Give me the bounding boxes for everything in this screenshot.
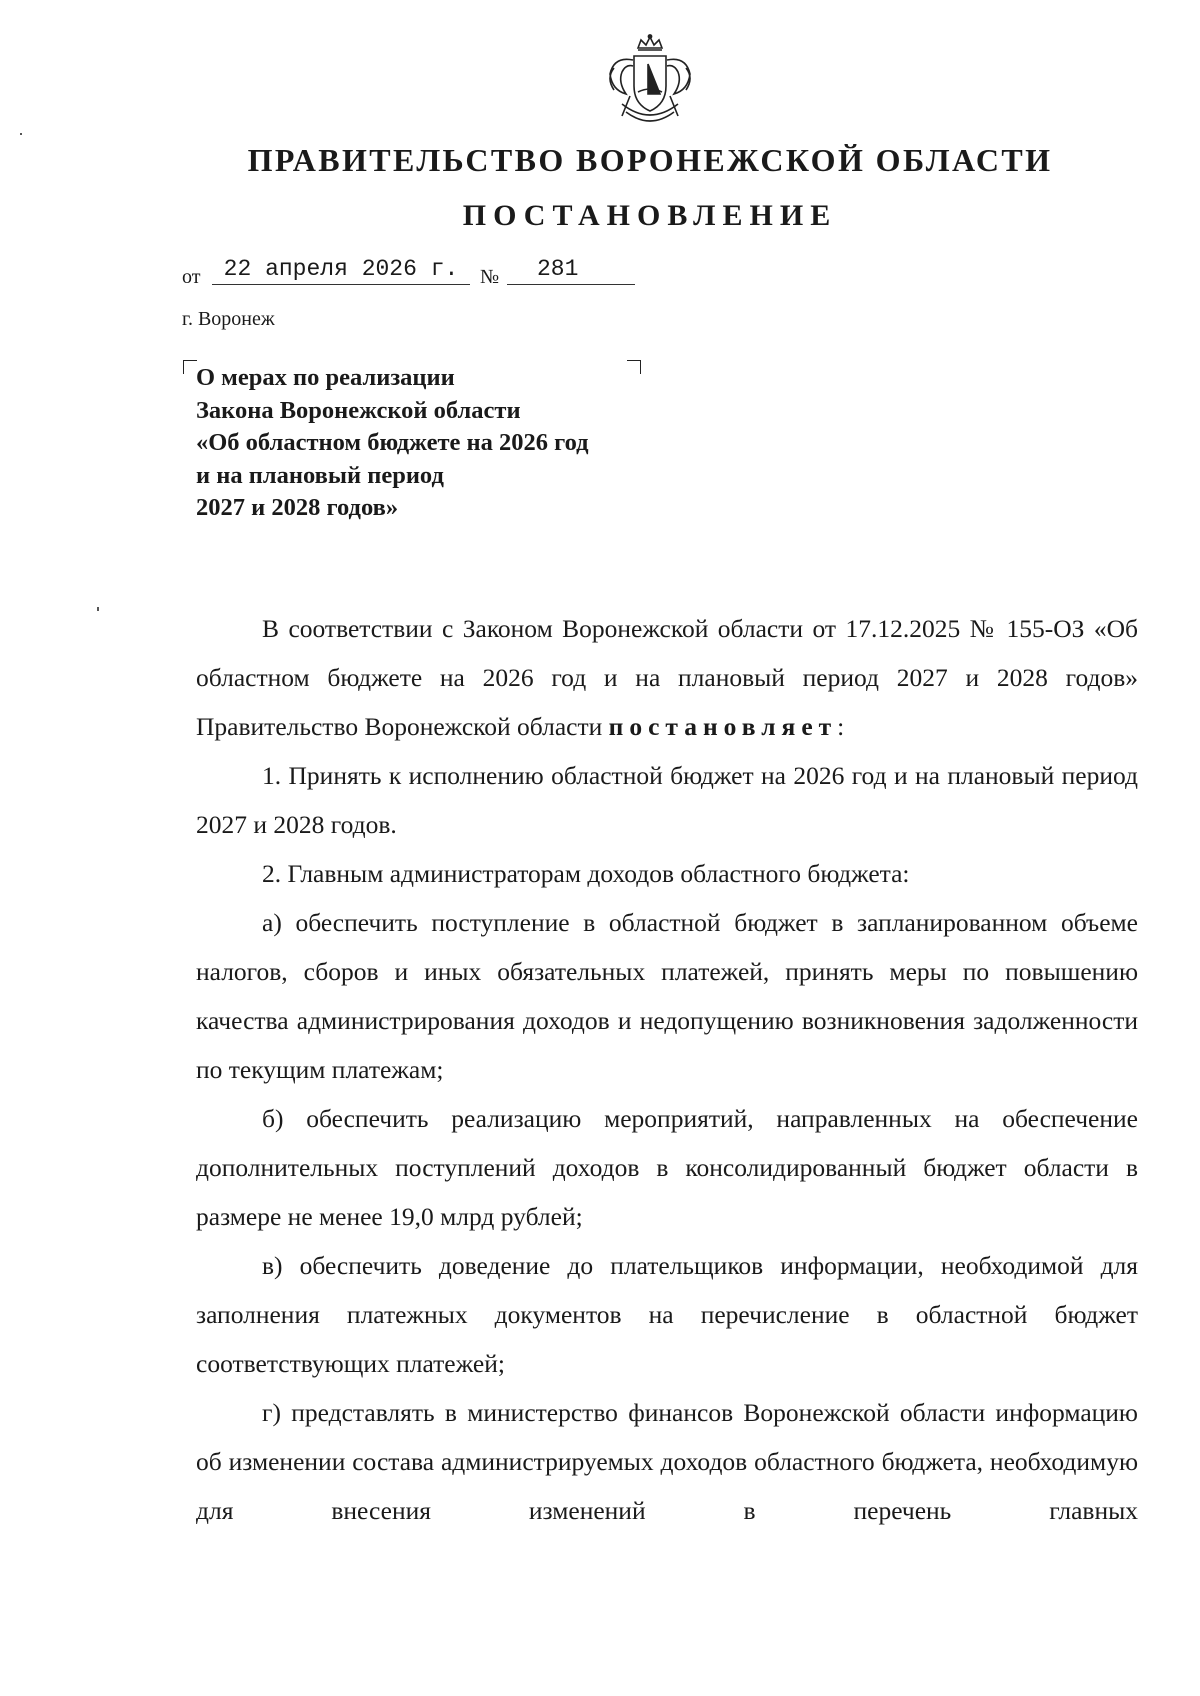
subject-line: и на плановый период — [196, 461, 444, 489]
intro-text: В соответствии с Законом Воронежской области от 17.12.2025 № 155-ОЗ «Об областном бюджете на 2026 год и на плановый период 2027 и 2028 годов» Правительство Воронежской области — [196, 614, 1138, 741]
organization-title: ПРАВИТЕЛЬСТВО ВОРОНЕЖСКОЙ ОБЛАСТИ — [247, 142, 1053, 178]
number-label: № — [480, 266, 500, 288]
subject-line: О мерах по реализации — [196, 364, 455, 391]
city-label: г. Воронеж — [182, 308, 275, 330]
item-2: 2. Главным администраторам доходов областного бюджета: — [262, 859, 910, 888]
document-body — [196, 604, 1138, 1535]
date-prefix: от — [182, 266, 201, 288]
scan-speck — [97, 607, 99, 611]
subject-line: 2027 и 2028 годов» — [196, 494, 399, 521]
item-2g: г) представлять в министерство финансов Воронежской области информацию об изменении состава администрируемых доходов областного бюджета, необходимую для внесения изменений в перечень главных — [196, 1398, 1138, 1525]
document-number: 281 — [507, 254, 635, 285]
document-type: ПОСТАНОВЛЕНИЕ — [462, 199, 838, 232]
subject-line: «Об областном бюджете на 2026 год — [196, 429, 589, 456]
item-2b: б) обеспечить реализацию мероприятий, направленных на обеспечение дополнительных поступлений доходов в консолидированный бюджет области в размере не менее 19,0 млрд рублей; — [196, 1104, 1138, 1231]
item-2v: в) обеспечить доведение до плательщиков информации, необходимой для заполнения платежных документов на перечисление в областной бюджет соответствующих платежей; — [196, 1251, 1138, 1378]
item-2a: а) обеспечить поступление в областной бюджет в запланированном объеме налогов, сборов и иных обязательных платежей, принять меры по повышению качества администрирования доходов и недопущению возникновения задолженности по текущим платежам; — [196, 908, 1138, 1084]
intro-end: : — [837, 712, 845, 741]
document-date: 22 апреля 2026 г. — [212, 254, 470, 285]
intro-emphasis: постановляет — [608, 712, 838, 741]
subject-line: Закона Воронежской области — [196, 396, 521, 424]
item-1: 1. Принять к исполнению областной бюджет на 2026 год и на плановый период 2027 и 2028 годов. — [196, 761, 1138, 839]
coat-of-arms-icon — [600, 34, 700, 132]
subject-title — [196, 362, 696, 525]
intro-paragraph — [196, 604, 1138, 751]
scan-speck — [20, 133, 22, 135]
subject-corner-left — [183, 360, 197, 374]
